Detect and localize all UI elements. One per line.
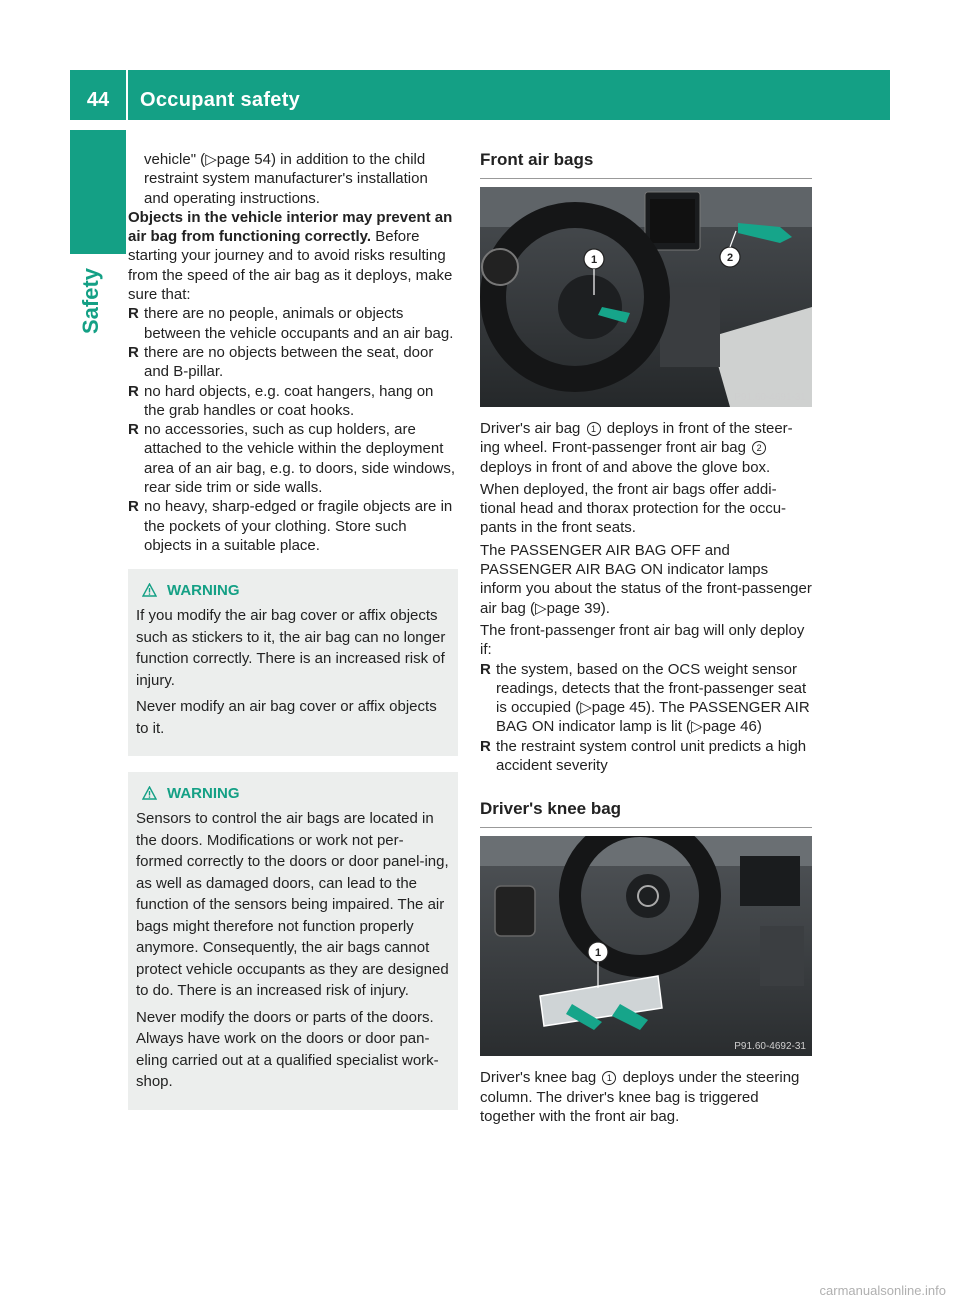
warning-text: Never modify an air bag cover or affix objects to it.: [136, 698, 437, 737]
warning-text: If you modify the air bag cover or affix objects such as stickers to it, the air bag can no longer function correctly. There is an increased risk of injury.: [136, 607, 446, 689]
dashboard-illustration: [480, 187, 812, 407]
list-item: R the system, based on the OCS weight sensor readings, detects that the front-passenger seat is occupied (▷page 45). The PASSENGER AIR BAG ON indicator lamp is lit (▷page 46): [480, 660, 810, 736]
warning-triangle-icon: [142, 583, 157, 597]
intro-paragraph: vehicle" (▷page 54) in addition to the child restraint system manufacturer's installation and operating instructions.: [144, 151, 428, 207]
list-item: R there are no people, animals or objects between the vehicle occupants and an air bag.: [128, 305, 454, 342]
warning-triangle-icon: [142, 786, 157, 800]
knee-bag-illustration: [480, 836, 812, 1056]
bullet-mark: R: [480, 737, 491, 755]
front-paragraph-1: Driver's air bag 1 deploys in front of the steer-ing wheel. Front-passenger front air bag 2 deploys in front of and above the glove box.: [480, 420, 793, 476]
front-paragraph-2: When deployed, the front air bags offer addi-tional head and thorax protection for the occu-pants in the front seats.: [480, 480, 787, 537]
objects-bullet-list: [128, 304, 458, 555]
side-tab: [70, 130, 126, 254]
knee-callout-1-label: 1: [594, 947, 602, 960]
page-ref-arrow-icon: ▷: [580, 699, 592, 717]
bullet-mark: R: [128, 305, 139, 323]
side-tab-label: [70, 254, 126, 344]
knee-bag-heading: Driver's knee bag: [480, 799, 812, 828]
bullet-mark: R: [128, 343, 139, 361]
deploy-conditions-list: [480, 660, 812, 776]
front-air-bags-heading: Front air bags: [480, 150, 812, 179]
objects-bold-text: Objects in the vehicle interior may prevent an air bag from functioning correctly.: [128, 208, 453, 246]
bullet-mark: R: [128, 498, 139, 516]
warning-heading: WARNING: [136, 782, 450, 804]
warning-heading: WARNING: [136, 579, 450, 601]
front-paragraph-4: The front-passenger front air bag will only deploy if:: [480, 621, 805, 659]
list-item: R no heavy, sharp-edged or fragile objects are in the pockets of your clothing. Store such objects in a suitable place.: [128, 498, 453, 554]
warning-box-1: [128, 569, 458, 756]
front-air-bags-figure: [480, 187, 812, 407]
page-number: 44: [86, 89, 110, 111]
callout-1-icon: 1: [602, 1071, 616, 1085]
header-divider: [126, 70, 128, 120]
page-ref-arrow-icon: ▷: [205, 151, 217, 168]
callout-1-icon: 1: [587, 422, 601, 436]
figure-code: P91.60-4692-31: [734, 1041, 806, 1053]
header-bar: [70, 70, 890, 120]
warning-text: Sensors to control the air bags are located in the doors. Modifications or work not per-formed correctly to the doors or door panel-ing, as well as damaged doors, can lead to the function of the sensors being impaired. The air bags might therefore not function properly anymore. Consequently, the air bags cannot protect vehicle occupants as they are designed to do. There is an increased risk of injury.: [136, 810, 449, 1000]
bullet-mark: R: [128, 382, 139, 400]
callout-1-label: 1: [590, 254, 598, 266]
front-paragraph-3: The PASSENGER AIR BAG OFF and PASSENGER AIR BAG ON indicator lamps inform you about the status of the front-passenger air bag (▷page 39).: [480, 541, 812, 617]
figure-code: P91.60-4691-31: [734, 392, 806, 403]
page-ref-arrow-icon: ▷: [691, 718, 703, 736]
side-tab-text: Safety: [78, 267, 103, 334]
bullet-mark: R: [480, 660, 491, 678]
list-item: R the restraint system control unit predicts a high accident severity: [480, 737, 807, 775]
left-column: [128, 150, 458, 1110]
objects-paragraph: [128, 208, 458, 304]
objects-text: Before starting your journey and to avoid risks resulting from the speed of the air bag as it deploys, make sure that:: [128, 228, 453, 304]
list-item: R there are no objects between the seat, door and B-pillar.: [128, 343, 434, 381]
knee-paragraph: Driver's knee bag 1 deploys under the steering column. The driver's knee bag is triggered together with the front air bag.: [480, 1069, 800, 1125]
knee-bag-figure: [480, 836, 812, 1056]
warning-box-2: [128, 772, 458, 1110]
right-column: [480, 150, 812, 1126]
bullet-mark: R: [128, 421, 139, 439]
list-item: R no accessories, such as cup holders, are attached to the vehicle within the deployment area of an air bag, e.g. to doors, side windows, rear side trim or side walls.: [128, 421, 456, 497]
page-ref-arrow-icon: ▷: [535, 599, 547, 617]
section-title: Occupant safety: [140, 89, 301, 111]
warning-text: Never modify the doors or parts of the doors. Always have work on the doors or door pan-eling carried out at a qualified specialist work-shop.: [136, 1008, 439, 1091]
watermark: carmanualsonline.info: [819, 1283, 946, 1298]
callout-2-label: 2: [726, 252, 734, 264]
list-item: R no hard objects, e.g. coat hangers, hang on the grab handles or coat hooks.: [128, 382, 434, 419]
callout-2-icon: 2: [752, 441, 766, 455]
